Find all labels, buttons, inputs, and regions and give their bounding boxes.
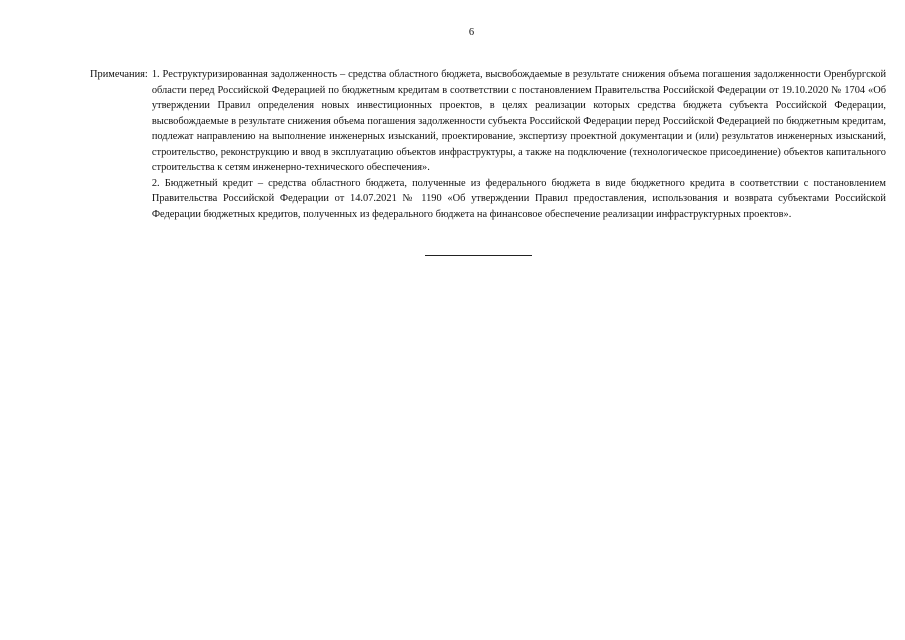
notes-body [152, 67, 886, 222]
end-divider-line [425, 255, 532, 256]
note-item-1: 1. Реструктуризированная задолженность – средства областного бюджета, высвобождаемые в результате снижения объема погашения задолженности Оренбургской области перед Российской Федерацией по бюджетным кредитам в соответствии с постановлением Правительства Российской Федерации от 19.10.2020 № 1704 «Об утверждении Правил определения новых инвестиционных проектов, в целях реализации которых средства бюджета субъекта Российской Федерации, высвобождаемые в результате снижения объема погашения задолженности субъекта Российской Федерации перед Российской Федерацией по бюджетным кредитам, подлежат направлению на выполнение инженерных изысканий, проектирование, экспертизу проектной документации и (или) результатов инженерных изысканий, строительство, реконструкцию и ввод в эксплуатацию объектов инфраструктуры, а также на подключение (технологическое присоединение) объектов капитального строительства к сетям инженерно-технического обеспечения». [151, 69, 886, 173]
notes-section [90, 67, 886, 222]
notes-label: Примечания: [90, 69, 148, 80]
note-item-2: 2. Бюджетный кредит – средства областного бюджета, полученные из федерального бюджета в виде бюджетного кредита в соответствии с постановлением Правительства Российской Федерации от 14.07.2021 № 1190 «Об утверждении Правил предоставления, использования и возврата субъектами Российской Федерации бюджетных кредитов, полученных из федерального бюджета на финансовое обеспечение реализации инфраструктурных проектов». [151, 177, 886, 220]
page-number: 6 [468, 27, 475, 38]
